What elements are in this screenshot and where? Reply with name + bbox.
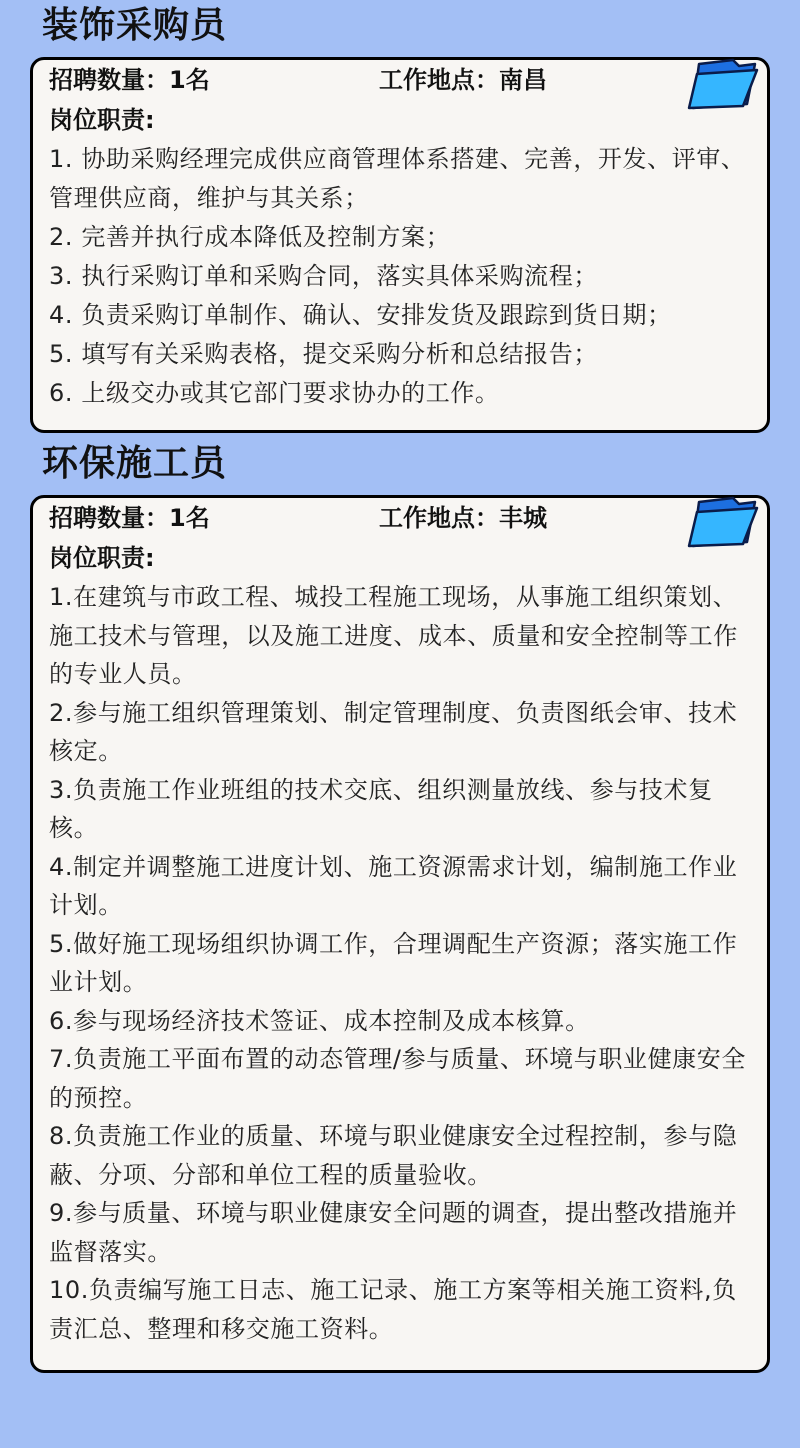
work-location: 工作地点：丰城 bbox=[379, 504, 547, 532]
duty-item: 4.制定并调整施工进度计划、施工资源需求计划，编制施工作业计划。 bbox=[49, 852, 738, 919]
duty-item: 10.负责编写施工日志、施工记录、施工方案等相关施工资料,负责汇总、整理和移交施工资料。 bbox=[49, 1276, 737, 1343]
duty-item: 6. 上级交办或其它部门要求协办的工作。 bbox=[49, 379, 500, 407]
job-title: 装饰采购员 bbox=[42, 5, 228, 46]
job-title: 环保施工员 bbox=[42, 443, 228, 484]
job-card bbox=[30, 495, 770, 1373]
duty-item: 4. 负责采购订单制作、确认、安排发货及跟踪到货日期； bbox=[49, 301, 672, 329]
job-summary bbox=[49, 498, 751, 538]
duty-item: 8.负责施工作业的质量、环境与职业健康安全过程控制，参与隐蔽、分项、分部和单位工程的质量验收。 bbox=[49, 1122, 738, 1189]
recruit-count: 招聘数量：1名 bbox=[49, 66, 210, 94]
job-summary bbox=[49, 60, 751, 100]
duty-item: 3. 执行采购订单和采购合同，落实具体采购流程； bbox=[49, 262, 598, 290]
duty-item: 1.在建筑与市政工程、城投工程施工现场，从事施工组织策划、施工技术与管理，以及施工进度、成本、质量和安全控制等工作的专业人员。 bbox=[49, 583, 738, 688]
duty-item: 5.做好施工现场组织协调工作，合理调配生产资源；落实施工作业计划。 bbox=[49, 929, 738, 996]
recruit-count: 招聘数量：1名 bbox=[49, 504, 210, 532]
duty-item: 7.负责施工平面布置的动态管理/参与质量、环境与职业健康安全的预控。 bbox=[49, 1045, 746, 1112]
duty-item: 6.参与现场经济技术签证、成本控制及成本核算。 bbox=[49, 1006, 590, 1035]
duty-item: 9.参与质量、环境与职业健康安全问题的调查，提出整改措施并监督落实。 bbox=[49, 1199, 738, 1266]
job-card bbox=[30, 57, 770, 433]
duty-item: 5. 填写有关采购表格，提交采购分析和总结报告； bbox=[49, 340, 598, 368]
duty-list bbox=[49, 140, 751, 413]
duties-heading: 岗位职责: bbox=[49, 544, 155, 572]
duty-item: 2. 完善并执行成本降低及控制方案； bbox=[49, 223, 451, 251]
duty-list bbox=[49, 578, 751, 1348]
duty-item: 2.参与施工组织管理策划、制定管理制度、负责图纸会审、技术核定。 bbox=[49, 698, 738, 765]
folder-icon bbox=[687, 496, 759, 548]
folder-icon bbox=[687, 58, 759, 110]
duties-heading: 岗位职责: bbox=[49, 106, 155, 134]
work-location: 工作地点：南昌 bbox=[379, 66, 547, 94]
duty-item: 1. 协助采购经理完成供应商管理体系搭建、完善，开发、评审、管理供应商，维护与其关系； bbox=[49, 145, 746, 212]
duty-item: 3.负责施工作业班组的技术交底、组织测量放线、参与技术复核。 bbox=[49, 775, 713, 842]
